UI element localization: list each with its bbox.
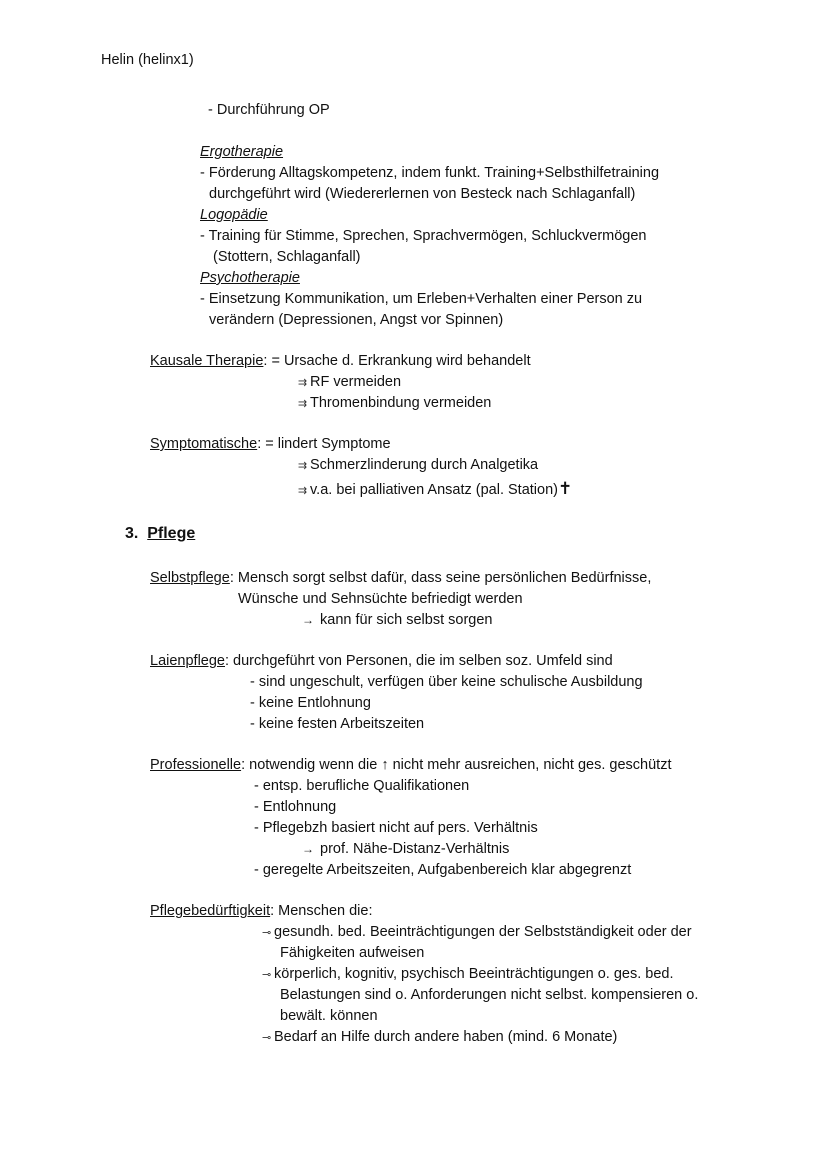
selbstpflege-arrow-text: kann für sich selbst sorgen (320, 612, 493, 628)
double-arrow-icon: ⇉ (298, 398, 308, 410)
professionelle-label: Professionelle (150, 757, 242, 773)
logopaedie-heading: Logopädie (200, 207, 268, 223)
logopaedie-line-2: (Stottern, Schlaganfall) (213, 249, 361, 265)
selbstpflege-text-1: : Mensch sorgt selbst dafür, dass seine persönlichen Bedürfnisse, (229, 570, 652, 586)
professionelle-item-3: - Pflegebzh basiert nicht auf pers. Verhältnis (254, 820, 538, 836)
kausale-item-2-text: Thromenbindung vermeiden (310, 395, 492, 411)
section-3-heading (125, 525, 195, 543)
professionelle-row (150, 756, 672, 774)
symptomatische-item-2 (298, 480, 572, 500)
professionelle-arrow-line (302, 840, 509, 858)
beduerftigkeit-item-2-line-2: Belastungen sind o. Anforderungen nicht selbst. kompensieren o. (280, 987, 699, 1003)
kausale-therapie-text: : = Ursache d. Erkrankung wird behandelt (263, 353, 531, 369)
psychotherapie-line-1: - Einsetzung Kommunikation, um Erleben+Verhalten einer Person zu (200, 291, 643, 307)
beduerftigkeit-item-1-line-2: Fähigkeiten aufweisen (280, 945, 425, 961)
bullet-icon: ⊸ (262, 1032, 272, 1044)
selbstpflege-arrow-line (302, 611, 492, 629)
symptomatische-row (150, 435, 391, 453)
professionelle-arrow-text: prof. Nähe-Distanz-Verhältnis (320, 841, 510, 857)
symptomatische-label: Symptomatische (150, 436, 258, 452)
psychotherapie-line-2: verändern (Depressionen, Angst vor Spinnen) (209, 312, 504, 328)
section-title: Pflege (147, 525, 196, 542)
selbstpflege-label: Selbstpflege (150, 570, 230, 586)
kausale-therapie-label: Kausale Therapie (150, 353, 264, 369)
logopaedie-line-1: - Training für Stimme, Sprechen, Sprachvermögen, Schluckvermögen (200, 228, 647, 244)
symptomatische-item-1-text: Schmerzlinderung durch Analgetika (310, 457, 539, 473)
cross-icon: ✝ (557, 479, 573, 498)
professionelle-text: : notwendig wenn die ↑ nicht mehr ausreichen, nicht ges. geschützt (241, 757, 672, 773)
symptomatische-text: : = lindert Symptome (257, 436, 391, 452)
beduerftigkeit-item-2 (262, 965, 674, 984)
laienpflege-item-2: - keine Entlohnung (250, 695, 371, 711)
beduerftigkeit-item-1 (262, 923, 692, 942)
beduerftigkeit-item-2-line-1: körperlich, kognitiv, psychisch Beeinträchtigungen o. ges. bed. (274, 966, 674, 982)
bullet-icon: ⊸ (262, 969, 272, 981)
professionelle-item-1: - entsp. berufliche Qualifikationen (254, 778, 470, 794)
selbstpflege-text-2: Wünsche und Sehnsüchte befriedigt werden (238, 591, 523, 607)
psychotherapie-heading: Psychotherapie (200, 270, 300, 286)
ergotherapie-line-2: durchgeführt wird (Wiedererlernen von Besteck nach Schlaganfall) (209, 186, 636, 202)
pflegebeduerftigkeit-row (150, 902, 372, 920)
kausale-therapie-row (150, 352, 531, 370)
laienpflege-text: : durchgeführt von Personen, die im selben soz. Umfeld sind (225, 653, 613, 669)
ergotherapie-heading: Ergotherapie (200, 144, 284, 160)
bullet-icon: ⊸ (262, 927, 272, 939)
double-arrow-icon: ⇉ (298, 460, 308, 472)
pflegebeduerftigkeit-label: Pflegebedürftigkeit (150, 903, 271, 919)
arrow-right-icon: → (302, 613, 314, 627)
op-line: - Durchführung OP (208, 102, 330, 118)
ergotherapie-line-1: - Förderung Alltagskompetenz, indem funkt. Training+Selbsthilfetraining (200, 165, 660, 181)
laienpflege-row (150, 652, 613, 670)
arrow-right-icon: → (302, 842, 314, 856)
beduerftigkeit-item-3-line-1: Bedarf an Hilfe durch andere haben (mind. 6 Monate) (274, 1029, 618, 1045)
symptomatische-item-1 (298, 456, 538, 475)
kausale-item-1 (298, 373, 401, 392)
beduerftigkeit-item-3 (262, 1028, 617, 1047)
double-arrow-icon: ⇉ (298, 485, 308, 497)
laienpflege-item-1: - sind ungeschult, verfügen über keine schulische Ausbildung (250, 674, 643, 690)
kausale-item-2 (298, 394, 491, 413)
double-arrow-icon: ⇉ (298, 377, 308, 389)
beduerftigkeit-item-2-line-3: bewält. können (280, 1008, 378, 1024)
professionelle-item-4: - geregelte Arbeitszeiten, Aufgabenbereich klar abgegrenzt (254, 862, 632, 878)
laienpflege-label: Laienpflege (150, 653, 225, 669)
selbstpflege-row (150, 569, 651, 587)
professionelle-item-2: - Entlohnung (254, 799, 337, 815)
section-number: 3. (125, 525, 139, 542)
pflegebeduerftigkeit-text: : Menschen die: (270, 903, 373, 919)
beduerftigkeit-item-1-line-1: gesundh. bed. Beeinträchtigungen der Selbstständigkeit oder der (274, 924, 692, 940)
author-header: Helin (helinx1) (101, 52, 194, 68)
laienpflege-item-3: - keine festen Arbeitszeiten (250, 716, 425, 732)
kausale-item-1-text: RF vermeiden (310, 374, 402, 390)
symptomatische-item-2-text: v.a. bei palliativen Ansatz (pal. Station) (310, 482, 558, 498)
